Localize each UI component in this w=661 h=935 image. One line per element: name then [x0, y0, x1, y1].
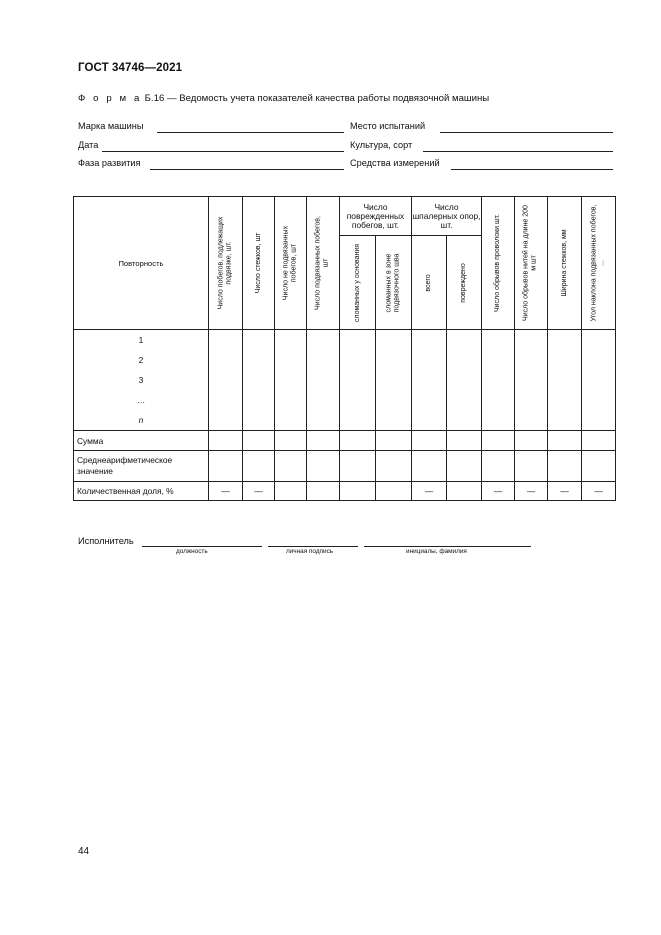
dash-cell: —	[582, 482, 616, 501]
data-cell[interactable]	[412, 451, 447, 482]
data-cell[interactable]	[548, 431, 582, 451]
signature-line[interactable]	[268, 546, 358, 547]
crop-variety-line[interactable]	[423, 151, 613, 152]
test-place-label: Место испытаний	[350, 121, 426, 131]
data-cell[interactable]	[376, 451, 412, 482]
development-phase-label: Фаза развития	[78, 158, 141, 168]
col-tied-text: Число подвязанных побегов, шт	[314, 216, 330, 310]
measuring-tools-line[interactable]	[451, 169, 613, 170]
data-cell[interactable]	[482, 451, 515, 482]
machine-brand-line[interactable]	[157, 132, 344, 133]
data-cell[interactable]	[482, 330, 515, 431]
repeat-row-3: 3	[74, 370, 209, 390]
data-cell[interactable]	[209, 330, 243, 431]
col-angle-text: Угол наклона подвязанных побегов, ...	[590, 204, 606, 322]
data-cell[interactable]	[340, 482, 376, 501]
data-cell[interactable]	[515, 431, 548, 451]
data-cell[interactable]	[376, 330, 412, 431]
col-damaged-text: повреждено	[459, 262, 467, 303]
col-shoots-to-tie-text: Число побегов, подлежащих подвязке, шт.	[217, 216, 233, 310]
data-cell[interactable]	[515, 330, 548, 431]
standard-number: ГОСТ 34746—2021	[78, 62, 183, 74]
col-broken-seam-header	[376, 236, 412, 330]
col-stitches-header	[243, 197, 275, 330]
col-total-header	[412, 236, 447, 330]
data-cell[interactable]	[447, 330, 482, 431]
dash-cell: —	[515, 482, 548, 501]
date-line[interactable]	[102, 151, 344, 152]
signature-caption: личная подпись	[286, 548, 334, 555]
performer-label: Исполнитель	[78, 536, 134, 546]
col-thread-breaks-text: Число обрывов нитей на длине 200 м шт	[522, 205, 538, 321]
measuring-tools-label: Средства измерений	[350, 158, 440, 168]
dash-cell: —	[412, 482, 447, 501]
data-cell[interactable]	[412, 431, 447, 451]
data-cell[interactable]	[307, 431, 340, 451]
data-cell[interactable]	[340, 330, 376, 431]
col-wire-breaks-text: Число обрывов проволоки шт.	[493, 213, 501, 313]
col-repeat-header: Повторность	[74, 197, 209, 330]
col-total-text: всего	[424, 273, 432, 292]
data-cell[interactable]	[376, 482, 412, 501]
data-cell[interactable]	[340, 431, 376, 451]
page-number: 44	[78, 846, 90, 857]
repeat-row-2: 2	[74, 350, 209, 370]
initials-line[interactable]	[364, 546, 531, 547]
data-cell[interactable]	[515, 451, 548, 482]
data-cell[interactable]	[307, 330, 340, 431]
dash-cell: —	[482, 482, 515, 501]
data-cell[interactable]	[548, 451, 582, 482]
data-cell[interactable]	[582, 451, 616, 482]
repeat-row-ellipsis: …	[74, 390, 209, 410]
position-caption: должность	[176, 548, 208, 555]
col-stitch-width-header	[548, 197, 582, 330]
data-cell[interactable]	[209, 451, 243, 482]
data-cell[interactable]	[447, 431, 482, 451]
col-damaged-header	[447, 236, 482, 330]
data-cell[interactable]	[275, 451, 307, 482]
dash-cell: —	[548, 482, 582, 501]
data-cell[interactable]	[376, 431, 412, 451]
dash-cell: —	[209, 482, 243, 501]
share-row-label: Количественная доля, %	[74, 482, 209, 501]
col-shoots-to-tie-header	[209, 197, 243, 330]
col-broken-base-text: сломанных у основания	[353, 243, 361, 322]
date-label: Дата	[78, 140, 99, 150]
col-untied-header	[275, 197, 307, 330]
form-title-prefix: Ф о р м а	[78, 93, 142, 104]
col-angle-header	[582, 197, 616, 330]
form-title-text: — Ведомость учета показателей качества работы подвязочной машины	[166, 93, 490, 104]
col-stitches-text: Число стежков, шт	[254, 232, 262, 294]
repeat-row-1: 1	[74, 330, 209, 351]
machine-brand-label: Марка машины	[78, 121, 144, 131]
data-cell[interactable]	[275, 431, 307, 451]
data-cell[interactable]	[582, 431, 616, 451]
data-cell[interactable]	[582, 330, 616, 431]
data-cell[interactable]	[243, 431, 275, 451]
data-cell[interactable]	[447, 451, 482, 482]
form-title-code: Б.16	[144, 93, 165, 104]
col-untied-text: Число не подвязанных побегов, шт	[282, 225, 298, 301]
position-line[interactable]	[142, 546, 262, 547]
repeat-row-n: n	[74, 410, 209, 431]
crop-variety-label: Культура, сорт	[350, 140, 413, 150]
dash-cell: —	[243, 482, 275, 501]
data-cell[interactable]	[548, 330, 582, 431]
data-cell[interactable]	[243, 451, 275, 482]
development-phase-line[interactable]	[150, 169, 344, 170]
data-cell[interactable]	[307, 451, 340, 482]
group-trellis-header: Число шпалерных опор, шт.	[412, 197, 482, 236]
data-cell[interactable]	[243, 330, 275, 431]
data-cell[interactable]	[209, 431, 243, 451]
group-damaged-header: Число поврежденных побегов, шт.	[340, 197, 412, 236]
data-cell[interactable]	[340, 451, 376, 482]
data-cell[interactable]	[275, 330, 307, 431]
col-wire-breaks-header	[482, 197, 515, 330]
col-broken-base-header	[340, 236, 376, 330]
test-place-line[interactable]	[440, 132, 613, 133]
data-cell[interactable]	[412, 330, 447, 431]
col-thread-breaks-header	[515, 197, 548, 330]
data-cell[interactable]	[482, 431, 515, 451]
mean-row-label: Среднеарифметическое значение	[74, 451, 209, 482]
sum-row-label: Сумма	[74, 431, 209, 451]
form-title	[78, 93, 489, 104]
initials-caption: инициалы, фамилия	[406, 548, 467, 555]
data-cell[interactable]	[447, 482, 482, 501]
data-cell[interactable]	[307, 482, 340, 501]
col-broken-seam-text: сломанных в зоне подвязочного шва	[385, 253, 401, 312]
col-tied-header	[307, 197, 340, 330]
col-stitch-width-text: Ширина стежков, мм	[560, 229, 568, 297]
quality-indicators-table	[73, 196, 616, 501]
data-cell[interactable]	[275, 482, 307, 501]
